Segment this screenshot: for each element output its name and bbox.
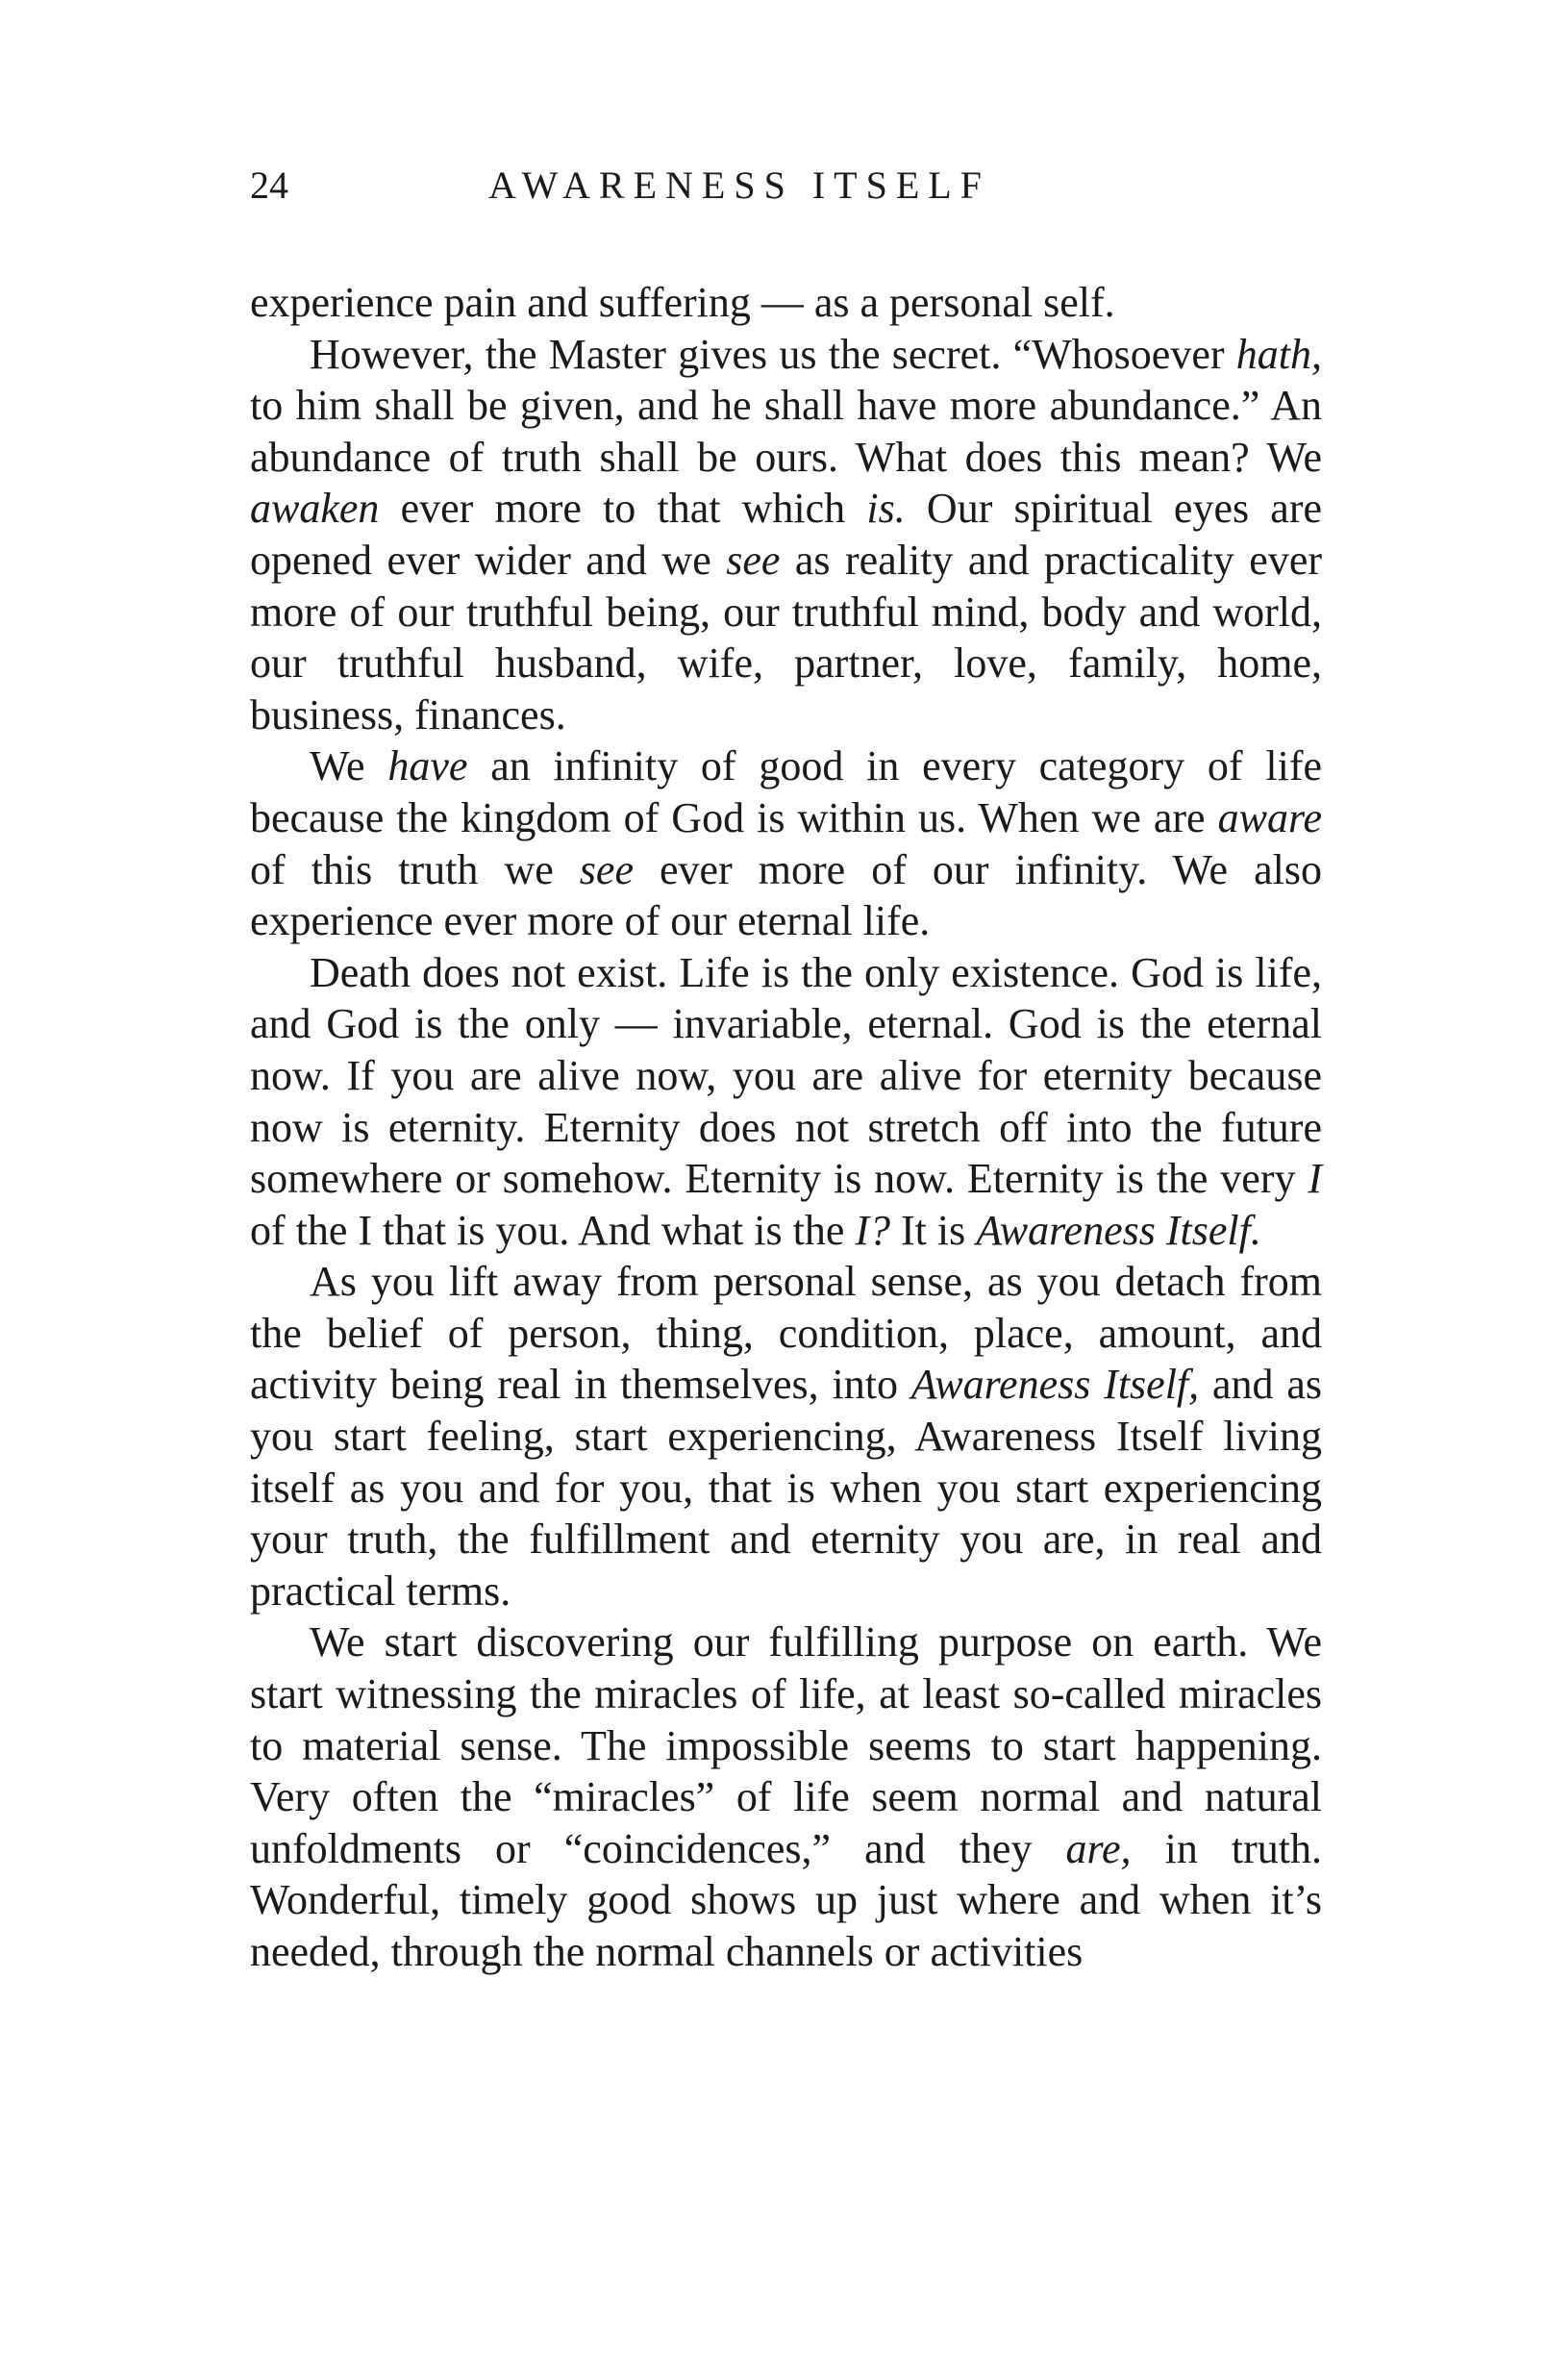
paragraph [250, 1256, 1322, 1616]
running-head [250, 162, 1327, 210]
text-run: ever more to that which [379, 485, 867, 533]
text-run: We start discovering our fulfilling purpose on earth. We start witnessing the miracles of life, at least so-called miracles to material sense. The impossible seems to start happening. Very often the “miracles” of life seem normal and natural unfoldments or “coincidences,” and they [250, 1618, 1322, 1872]
italic-text: are, [1065, 1824, 1132, 1872]
text-run: Death does not exist. Life is the only existence. God is life, and God is the only — invariable, eternal. God is the eternal now. If you are alive now, you are alive for eternity because now is eternity. Eternity does not stretch off into the future somewhere or somehow. Eternity is now. Eternity is the very [250, 948, 1322, 1203]
text-run: and as you start feeling, start experiencing, Awareness Itself living itself as you and for you, that is when you start experiencing your truth, the fulfillment and eternity you are, in real and practical terms. [250, 1361, 1322, 1615]
italic-text: aware [1217, 793, 1322, 841]
paragraph [250, 947, 1322, 1257]
italic-text: see [726, 536, 781, 584]
italic-text: I? [855, 1206, 891, 1254]
text-run: Our spiritual eyes are opened ever wider and we [250, 485, 1322, 584]
text-run: As you lift away from personal sense, as you detach from the belief of person, thing, condition, place, amount, and activity being real in themselves, into [250, 1258, 1322, 1409]
text-run: in truth. Wonderful, timely good shows up just where and when it’s needed, through the normal channels or activities [250, 1824, 1322, 1975]
text-run: It is [890, 1206, 977, 1254]
italic-text: Awareness Itself. [976, 1206, 1261, 1254]
running-title: AWARENESS ITSELF [488, 163, 990, 207]
paragraph [250, 329, 1322, 741]
italic-text: hath, [1235, 330, 1322, 378]
italic-text: have [387, 742, 468, 790]
text-run: ever more of our infinity. We also experience ever more of our eternal life. [250, 845, 1322, 945]
paragraph [250, 740, 1322, 946]
paragraph [250, 1616, 1322, 1977]
body-text [250, 277, 1322, 1978]
page-number: 24 [250, 163, 288, 207]
text-run: We [310, 742, 388, 790]
text-run: to him shall be given, and he shall have more abundance.” An abundance of truth shall be ours. What does this mean? We [250, 382, 1322, 481]
text-run: of the I that is you. And what is the [250, 1206, 856, 1254]
text-run: However, the Master gives us the secret. “Whosoever [310, 330, 1236, 378]
text-run: an infinity of good in every category of life because the kingdom of God is within us. When we are [250, 742, 1322, 841]
paragraph [250, 277, 1322, 329]
italic-text: is. [866, 485, 906, 533]
text-run: as reality and practicality ever more of our truthful being, our truthful mind, body and world, our truthful husband, wife, partner, love, family, home, business, finances. [250, 536, 1322, 739]
italic-text: I [1308, 1155, 1322, 1203]
italic-text: Awareness Itself, [910, 1361, 1200, 1409]
text-run: experience pain and suffering — as a personal self. [250, 279, 1115, 326]
italic-text: awaken [250, 485, 380, 533]
italic-text: see [579, 845, 634, 893]
text-run: of this truth we [250, 845, 580, 893]
